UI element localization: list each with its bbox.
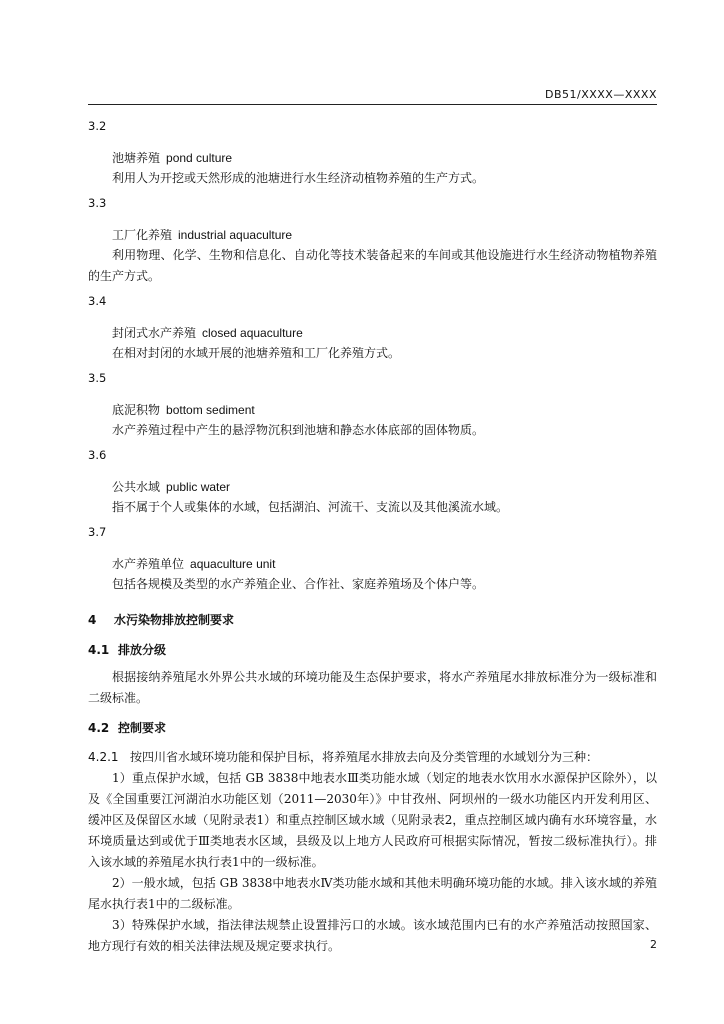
term-name [88, 148, 657, 168]
term-entry-3-3 [88, 192, 657, 287]
section-heading-4 [88, 609, 657, 631]
header-divider [88, 104, 657, 105]
term-name [88, 554, 657, 574]
term-definition: 利用物理、化学、生物和信息化、自动化等技术装备起来的车间或其他设施进行水生经济动物植物养殖的生产方式。 [88, 248, 657, 283]
term-name-en: aquaculture unit [190, 557, 276, 571]
term-name-en: industrial aquaculture [178, 228, 293, 242]
subsection-title: 排放分级 [118, 643, 167, 657]
term-definition: 水产养殖过程中产生的悬浮物沉积到池塘和静态水体底部的固体物质。 [112, 423, 485, 437]
clause-text: 按四川省水域环境功能和保护目标，将养殖尾水排放去向及分类管理的水域划分为三种： [130, 750, 599, 764]
term-name [88, 323, 657, 343]
page-number: 2 [650, 938, 657, 951]
term-name-zh: 底泥积物 [112, 403, 161, 417]
term-number: 3.2 [88, 119, 107, 133]
term-name-zh: 水产养殖单位 [112, 557, 185, 571]
term-definition: 包括各规模及类型的水产养殖企业、合作社、家庭养殖场及个体户等。 [112, 577, 485, 591]
term-name-en: pond culture [166, 151, 233, 165]
term-definition: 利用人为开挖或天然形成的池塘进行水生经济动植物养殖的生产方式。 [112, 171, 485, 185]
section-number: 4 [88, 613, 97, 627]
term-name-en: closed aquaculture [202, 326, 303, 340]
clause-4-2-1 [88, 747, 657, 768]
term-number: 3.7 [88, 525, 107, 539]
list-item-1: 1）重点保护水域，包括 GB 3838中地表水Ⅲ类功能水域（划定的地表水饮用水水源保护区除外），以及《全国重要江河湖泊水功能区划（2011—2030年）》中甘孜州、阿坝州的一级水功能区内开发利用区、缓冲区及保留区水域（见附录表1）和重点控制区域水域（见附录表2，重点控制区域内确有水环境容量，水环境质量达到或优于Ⅲ类地表水区域，县级及以上地方人民政府可根据实际情况，暂按二级标准执行）。排入该水域的养殖尾水执行表1中的一级标准。 [88, 771, 657, 869]
term-name-en: public water [166, 480, 231, 494]
subsection-heading-4-2 [88, 717, 657, 739]
page-body [88, 112, 657, 957]
term-entry-3-4 [88, 290, 657, 364]
term-entry-3-7 [88, 521, 657, 595]
subsection-number: 4.1 [88, 643, 110, 657]
subsection-title: 控制要求 [118, 721, 167, 735]
term-name-zh: 封闭式水产养殖 [112, 326, 197, 340]
list-item-2: 2）一般水域，包括 GB 3838中地表水Ⅳ类功能水域和其他未明确环境功能的水域。排入该水域的养殖尾水执行表1中的二级标准。 [88, 876, 657, 911]
term-name-zh: 池塘养殖 [112, 151, 161, 165]
term-name [88, 400, 657, 420]
term-name-zh: 工厂化养殖 [112, 228, 173, 242]
term-name-zh: 公共水域 [112, 480, 161, 494]
term-name [88, 225, 657, 245]
section-title: 水污染物排放控制要求 [114, 613, 235, 627]
term-name-en: bottom sediment [166, 403, 255, 417]
term-name [88, 477, 657, 497]
subsection-heading-4-1 [88, 639, 657, 661]
document-code: DB51/XXXX—XXXX [544, 88, 657, 101]
term-entry-3-6 [88, 444, 657, 518]
term-entry-3-5 [88, 367, 657, 441]
term-entry-3-2 [88, 115, 657, 189]
paragraph-4-1: 根据接纳养殖尾水外界公共水域的环境功能及生态保护要求，将水产养殖尾水排放标准分为一级标准和二级标准。 [88, 670, 657, 705]
term-number: 3.4 [88, 294, 107, 308]
subsection-number: 4.2 [88, 721, 110, 735]
term-number: 3.3 [88, 196, 107, 210]
list-item-3: 3）特殊保护水域，指法律法规禁止设置排污口的水域。该水域范围内已有的水产养殖活动按照国家、地方现行有效的相关法律法规及规定要求执行。 [88, 918, 657, 953]
term-definition: 指不属于个人或集体的水域，包括湖泊、河流干、支流以及其他溪流水域。 [112, 500, 509, 514]
term-definition: 在相对封闭的水域开展的池塘养殖和工厂化养殖方式。 [112, 346, 401, 360]
term-number: 3.6 [88, 448, 107, 462]
term-number: 3.5 [88, 371, 107, 385]
clause-number: 4.2.1 [88, 750, 119, 764]
